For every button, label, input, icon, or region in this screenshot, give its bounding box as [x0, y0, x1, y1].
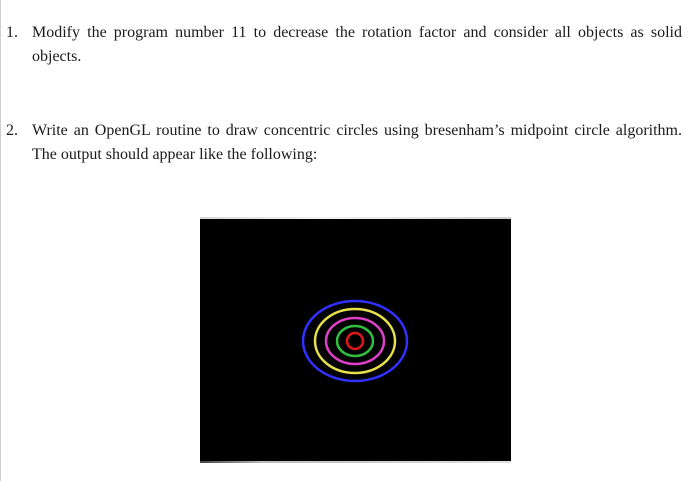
question-1: [6, 21, 682, 69]
concentric-circles-output-image: [200, 219, 511, 461]
concentric-circles-canvas: [200, 219, 511, 461]
question-2-number: 2.: [6, 122, 18, 139]
question-1-text: Modify the program number 11 to decrease the rotation factor and consider all objects as solid objects.: [32, 24, 682, 65]
ring-inner: [347, 333, 363, 349]
question-2-text: Write an OpenGL routine to draw concentric circles using bresenham’s midpoint circle algorithm. The output should appear like the following:: [32, 122, 682, 163]
ring-fourth: [337, 326, 373, 356]
figure-bottom-edge: [200, 461, 511, 463]
question-1-number: 1.: [6, 24, 18, 41]
ring-outer: [303, 301, 407, 381]
question-2: [6, 119, 682, 167]
